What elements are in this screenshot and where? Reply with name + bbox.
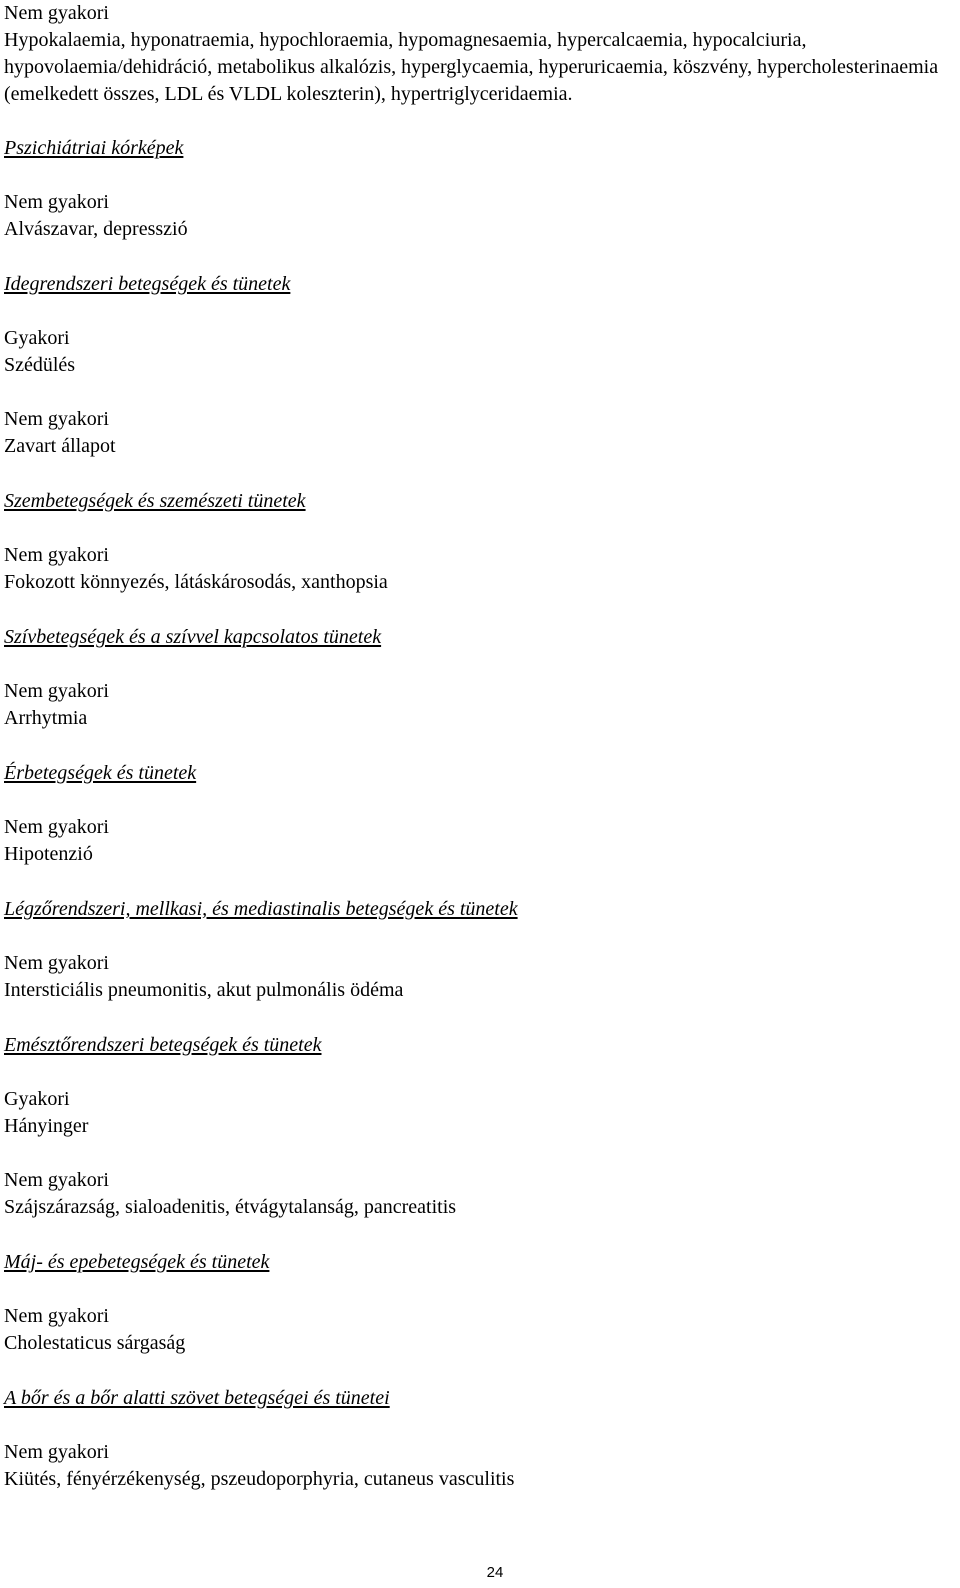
frequency-label: Gyakori bbox=[4, 1088, 70, 1110]
adverse-effects-list: Szédülés bbox=[4, 354, 76, 376]
section-heading: Szembetegségek és szemészeti tünetek bbox=[4, 490, 306, 512]
frequency-label: Nem gyakori bbox=[4, 680, 109, 702]
adverse-effects-list: Arrhytmia bbox=[4, 707, 88, 729]
section-heading: Máj- és epebetegségek és tünetek bbox=[4, 1251, 270, 1273]
frequency-label: Nem gyakori bbox=[4, 952, 109, 974]
section-heading: Légzőrendszeri, mellkasi, és mediastinalis betegségek és tünetek bbox=[4, 898, 518, 920]
adverse-effects-list: Szájszárazság, sialoadenitis, étvágytalanság, pancreatitis bbox=[4, 1196, 457, 1218]
adverse-effects-list: Hypokalaemia, hyponatraemia, hypochloraemia, hypomagnesaemia, hypercalcaemia, hypocalciuria, hypovolaemia/dehidráció, metabolikus alkalózis, hyperglycaemia, hyperuricaemia, köszvény, hypercholesterinaemia (emelkedett összes, LDL és VLDL koleszterin), hypertriglyceridaemia. bbox=[4, 29, 939, 105]
frequency-label: Nem gyakori bbox=[4, 544, 109, 566]
adverse-effects-list: Cholestaticus sárgaság bbox=[4, 1332, 186, 1354]
section-psychiatric bbox=[4, 135, 954, 243]
frequency-label: Gyakori bbox=[4, 327, 70, 349]
document-body bbox=[4, 0, 954, 1493]
section-respiratory bbox=[4, 896, 954, 1004]
adverse-effects-list: Fokozott könnyezés, látáskárosodás, xanthopsia bbox=[4, 571, 388, 593]
frequency-label: Nem gyakori bbox=[4, 191, 109, 213]
section-heading: Szívbetegségek és a szívvel kapcsolatos tünetek bbox=[4, 626, 382, 648]
frequency-label: Nem gyakori bbox=[4, 2, 109, 24]
frequency-label: Nem gyakori bbox=[4, 1169, 109, 1191]
adverse-effects-list: Intersticiális pneumonitis, akut pulmonális ödéma bbox=[4, 979, 404, 1001]
section-heading: Idegrendszeri betegségek és tünetek bbox=[4, 273, 291, 295]
adverse-effects-list: Hányinger bbox=[4, 1115, 89, 1137]
section-heading: A bőr és a bőr alatti szövet betegségei és tünetei bbox=[4, 1387, 390, 1409]
section-heading: Pszichiátriai kórképek bbox=[4, 137, 184, 159]
section-heading: Emésztőrendszeri betegségek és tünetek bbox=[4, 1034, 322, 1056]
section-hepatobiliary bbox=[4, 1249, 954, 1357]
section-cardiac bbox=[4, 624, 954, 732]
section-heading: Érbetegségek és tünetek bbox=[4, 762, 197, 784]
adverse-effects-list: Alvászavar, depresszió bbox=[4, 218, 188, 240]
adverse-effects-list: Hipotenzió bbox=[4, 843, 93, 865]
adverse-effects-list: Kiütés, fényérzékenység, pszeudoporphyria, cutaneus vasculitis bbox=[4, 1468, 515, 1490]
frequency-label: Nem gyakori bbox=[4, 408, 109, 430]
frequency-label: Nem gyakori bbox=[4, 1441, 109, 1463]
intro-block bbox=[4, 0, 954, 108]
page-number: 24 bbox=[486, 1564, 504, 1581]
adverse-effects-list: Zavart állapot bbox=[4, 435, 116, 457]
section-nervous-system bbox=[4, 271, 954, 460]
section-skin bbox=[4, 1385, 954, 1493]
frequency-label: Nem gyakori bbox=[4, 1305, 109, 1327]
section-gastrointestinal bbox=[4, 1032, 954, 1221]
section-eye bbox=[4, 488, 954, 596]
section-vascular bbox=[4, 760, 954, 868]
frequency-label: Nem gyakori bbox=[4, 816, 109, 838]
